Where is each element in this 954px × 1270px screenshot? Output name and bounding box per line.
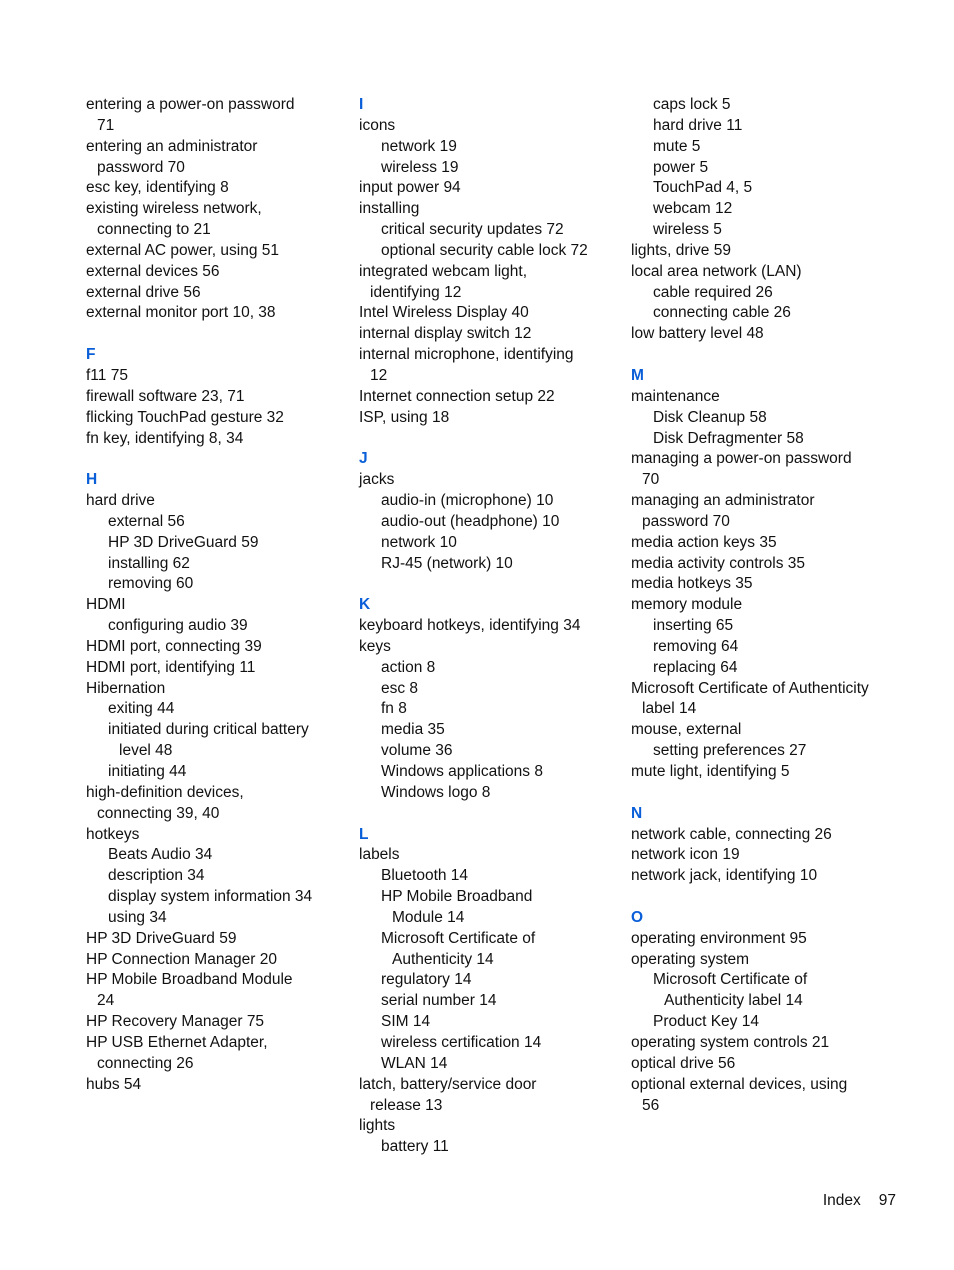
index-entry: connecting 26: [97, 1054, 194, 1072]
index-entry: external drive 56: [86, 283, 201, 301]
section-letter: I: [359, 96, 364, 113]
index-entry: Product Key 14: [653, 1013, 759, 1031]
index-entry: RJ-45 (network) 10: [381, 554, 513, 572]
index-entry: fn 8: [381, 700, 407, 718]
index-entry: HP Mobile Broadband Module: [86, 971, 293, 989]
index-entry: label 14: [642, 700, 697, 718]
index-entry: external 56: [108, 512, 185, 530]
index-entry: operating environment 95: [631, 929, 807, 947]
section-spacer: [631, 345, 893, 366]
footer-label: Index: [822, 1192, 861, 1209]
index-entry: Microsoft Certificate of Authenticity: [631, 679, 869, 697]
section-letter: J: [359, 450, 368, 468]
index-entry: firewall software 23, 71: [86, 387, 245, 405]
section-spacer: [86, 324, 348, 345]
index-entry: managing an administrator: [631, 492, 815, 510]
index-entry: HP USB Ethernet Adapter,: [86, 1033, 268, 1051]
index-entry: Intel Wireless Display 40: [359, 304, 529, 322]
index-entry: password 70: [642, 512, 730, 530]
index-entry: action 8: [381, 658, 436, 676]
index-entry: 70: [642, 471, 660, 489]
index-entry: lights, drive 59: [631, 241, 731, 259]
section-letter: H: [86, 471, 98, 489]
index-entry: keyboard hotkeys, identifying 34: [359, 617, 581, 635]
index-entry: connecting 39, 40: [97, 804, 220, 822]
index-entry: operating system controls 21: [631, 1033, 830, 1051]
index-entry: entering an administrator: [86, 137, 258, 155]
index-entry: low battery level 48: [631, 325, 764, 343]
index-entry: operating system: [631, 950, 750, 968]
index-entry: audio-out (headphone) 10: [381, 512, 560, 530]
index-entry: memory module: [631, 596, 743, 614]
section-spacer: [359, 574, 621, 595]
index-entry: 56: [642, 1096, 660, 1114]
index-entry: keys: [359, 637, 391, 655]
index-entry: Hibernation: [86, 679, 166, 697]
index-entry: level 48: [119, 742, 173, 760]
index-entry: HDMI port, connecting 39: [86, 637, 262, 655]
index-entry: hotkeys: [86, 825, 140, 843]
index-entry: network icon 19: [631, 846, 740, 864]
index-entry: Microsoft Certificate of: [653, 971, 808, 989]
index-entry: mute 5: [653, 137, 701, 155]
index-entry: audio-in (microphone) 10: [381, 492, 554, 510]
index-entry: HP Recovery Manager 75: [86, 1013, 265, 1031]
index-entry: HP 3D DriveGuard 59: [108, 533, 259, 551]
index-entry: TouchPad 4, 5: [653, 179, 753, 197]
index-entry: HDMI: [86, 596, 126, 614]
index-entry: integrated webcam light,: [359, 262, 528, 280]
section-spacer: [631, 783, 893, 804]
index-entry: wireless certification 14: [381, 1033, 542, 1051]
index-entry: HP 3D DriveGuard 59: [86, 929, 237, 947]
index-entry: 71: [97, 116, 115, 134]
index-entry: connecting cable 26: [653, 304, 791, 322]
index-entry: configuring audio 39: [108, 617, 248, 635]
index-entry: esc 8: [381, 679, 419, 697]
index-entry: high-definition devices,: [86, 783, 244, 801]
index-entry: icons: [359, 116, 396, 134]
index-entry: jacks: [359, 471, 395, 489]
section-spacer: [359, 429, 621, 450]
index-entry: installing: [359, 200, 420, 218]
index-entry: inserting 65: [653, 617, 734, 635]
index-entry: Authenticity 14: [392, 950, 494, 968]
index-entry: Authenticity label 14: [664, 992, 803, 1010]
index-entry: media hotkeys 35: [631, 575, 753, 593]
index-entry: internal microphone, identifying: [359, 346, 574, 364]
index-column-2: [359, 95, 621, 1158]
index-column-1: [86, 95, 348, 1096]
index-entry: Bluetooth 14: [381, 867, 469, 885]
index-entry: mouse, external: [631, 721, 742, 739]
index-entry: description 34: [108, 867, 205, 885]
index-entry: connecting to 21: [97, 221, 211, 239]
index-entry: esc key, identifying 8: [86, 179, 229, 197]
index-entry: optional security cable lock 72: [381, 241, 588, 259]
index-entry: hard drive 11: [653, 116, 743, 134]
index-entry: setting preferences 27: [653, 742, 807, 760]
index-entry: display system information 34: [108, 888, 313, 906]
index-entry: caps lock 5: [653, 96, 731, 113]
index-entry: media action keys 35: [631, 533, 777, 551]
index-entry: replacing 64: [653, 658, 738, 676]
index-entry: external monitor port 10, 38: [86, 304, 276, 322]
index-entry: serial number 14: [381, 992, 497, 1010]
index-entry: fn key, identifying 8, 34: [86, 429, 244, 447]
index-entry: Disk Defragmenter 58: [653, 429, 804, 447]
index-entry: optional external devices, using: [631, 1075, 848, 1093]
index-entry: initiated during critical battery: [108, 721, 309, 739]
index-entry: critical security updates 72: [381, 221, 564, 239]
index-entry: f11 75: [86, 366, 128, 384]
section-letter: L: [359, 825, 369, 843]
index-entry: Beats Audio 34: [108, 846, 213, 864]
index-entry: entering a power-on password: [86, 96, 295, 113]
index-column-3: [631, 95, 893, 1116]
index-entry: Module 14: [392, 908, 465, 926]
index-entry: network 19: [381, 137, 457, 155]
index-entry: media activity controls 35: [631, 554, 806, 572]
index-entry: Microsoft Certificate of: [381, 929, 536, 947]
index-entry: mute light, identifying 5: [631, 763, 790, 780]
index-entry: release 13: [370, 1096, 443, 1114]
section-letter: N: [631, 804, 643, 822]
index-entry: maintenance: [631, 387, 720, 405]
index-entry: network cable, connecting 26: [631, 825, 832, 843]
index-entry: hubs 54: [86, 1075, 142, 1093]
index-entry: HP Mobile Broadband: [381, 888, 533, 906]
index-entry: wireless 19: [381, 158, 459, 176]
index-entry: Internet connection setup 22: [359, 387, 555, 405]
index-entry: external AC power, using 51: [86, 241, 280, 259]
index-entry: network 10: [381, 533, 457, 551]
index-entry: optical drive 56: [631, 1054, 736, 1072]
index-entry: WLAN 14: [381, 1054, 448, 1072]
page-footer: [823, 1191, 896, 1211]
index-entry: removing 60: [108, 575, 194, 593]
index-entry: ISP, using 18: [359, 408, 450, 426]
index-entry: initiating 44: [108, 763, 187, 780]
index-entry: using 34: [108, 908, 167, 926]
index-entry: lights: [359, 1117, 396, 1135]
section-spacer: [86, 449, 348, 470]
index-entry: webcam 12: [653, 200, 733, 218]
index-entry: removing 64: [653, 637, 739, 655]
index-entry: existing wireless network,: [86, 200, 262, 218]
index-entry: Windows applications 8: [381, 763, 543, 780]
index-entry: installing 62: [108, 554, 190, 572]
index-entry: input power 94: [359, 179, 461, 197]
index-entry: volume 36: [381, 742, 453, 760]
index-entry: managing a power-on password: [631, 450, 852, 468]
index-entry: password 70: [97, 158, 185, 176]
index-entry: battery 11: [381, 1138, 449, 1156]
index-entry: 24: [97, 992, 115, 1010]
index-entry: hard drive: [86, 492, 155, 510]
section-letter: F: [86, 346, 96, 364]
index-entry: internal display switch 12: [359, 325, 532, 343]
index-entry: cable required 26: [653, 283, 773, 301]
section-letter: K: [359, 596, 371, 614]
index-entry: Disk Cleanup 58: [653, 408, 767, 426]
index-entry: identifying 12: [370, 283, 462, 301]
page-number: 97: [878, 1192, 896, 1209]
index-entry: 12: [370, 366, 388, 384]
index-entry: local area network (LAN): [631, 262, 802, 280]
index-entry: media 35: [381, 721, 445, 739]
index-entry: exiting 44: [108, 700, 175, 718]
index-entry: wireless 5: [653, 221, 722, 239]
section-spacer: [359, 804, 621, 825]
index-entry: HP Connection Manager 20: [86, 950, 278, 968]
index-entry: external devices 56: [86, 262, 220, 280]
index-entry: power 5: [653, 158, 709, 176]
index-entry: labels: [359, 846, 400, 864]
index-entry: Windows logo 8: [381, 783, 491, 801]
index-entry: network jack, identifying 10: [631, 867, 818, 885]
index-entry: SIM 14: [381, 1013, 431, 1031]
section-letter: O: [631, 908, 644, 926]
index-entry: regulatory 14: [381, 971, 472, 989]
index-entry: flicking TouchPad gesture 32: [86, 408, 284, 426]
section-letter: M: [631, 366, 644, 384]
index-entry: latch, battery/service door: [359, 1075, 537, 1093]
section-spacer: [631, 887, 893, 908]
index-entry: HDMI port, identifying 11: [86, 658, 256, 676]
